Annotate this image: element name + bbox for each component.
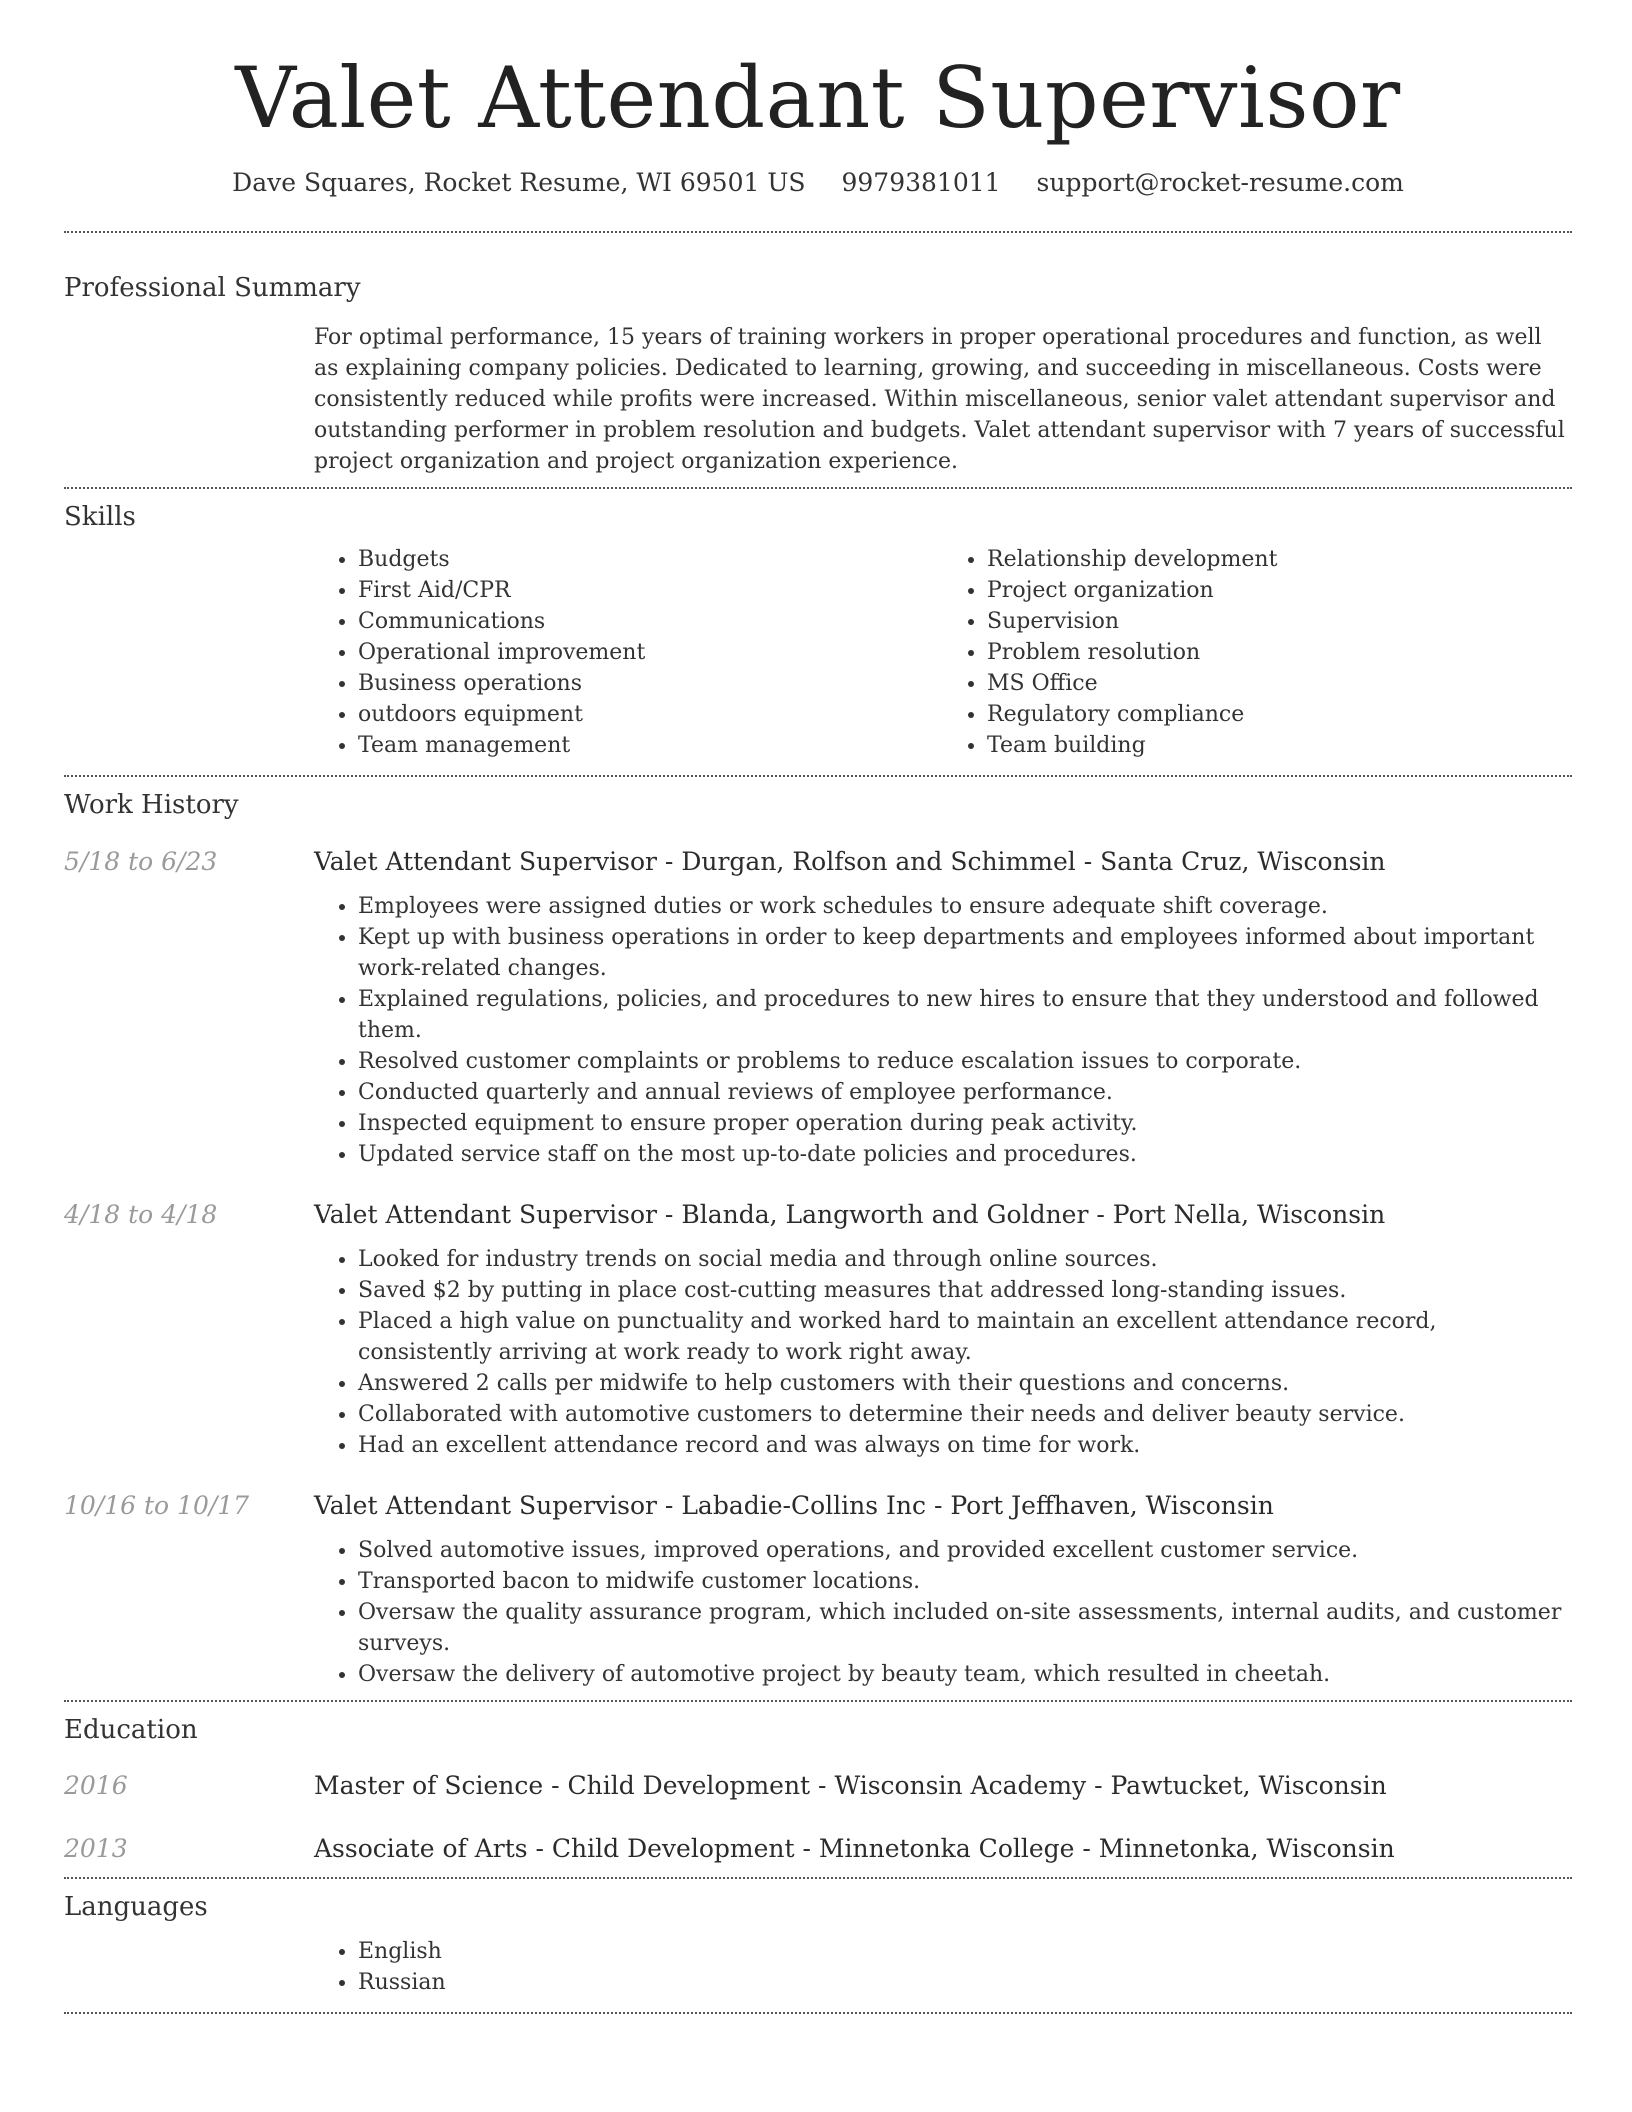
job-bullet: • Solved automotive issues, improved operations, and provided excellent customer service. [358,1535,1572,1566]
education-text: Associate of Arts - Child Development - Minnetonka College - Minnetonka, Wisconsin [314,1834,1395,1864]
skill-item: • Problem resolution [987,637,1572,668]
job-title: Valet Attendant Supervisor - Blanda, Langworth and Goldner - Port Nella, Wisconsin [314,1200,1386,1230]
job-title: Valet Attendant Supervisor - Labadie-Collins Inc - Port Jeffhaven, Wisconsin [314,1491,1274,1521]
job-bullet: • Employees were assigned duties or work schedules to ensure adequate shift coverage. [358,891,1572,922]
language-item: • English [358,1936,1572,1967]
job-header [64,1491,1572,1520]
job-bullets [314,891,1572,1170]
job-bullet: • Looked for industry trends on social media and through online sources. [358,1244,1572,1275]
job-bullet: • Collaborated with automotive customers to determine their needs and deliver beauty service. [358,1399,1572,1430]
skill-item: • Regulatory compliance [987,699,1572,730]
skill-item: • Relationship development [987,544,1572,575]
address: Dave Squares, Rocket Resume, WI 69501 US [232,168,806,198]
section-title-education: Education [64,1715,198,1746]
job-bullets [314,1535,1572,1690]
education-entry [64,1771,1572,1800]
skill-item: • Business operations [358,668,943,699]
job-dates: 5/18 to 6/23 [64,847,218,877]
section-title-languages: Languages [64,1892,208,1923]
skill-item: • Operational improvement [358,637,943,668]
email: support@rocket-resume.com [1036,168,1404,198]
divider [64,1877,1572,1879]
section-title-summary: Professional Summary [64,273,361,304]
skills-list-left [314,544,943,761]
job-dates: 4/18 to 4/18 [64,1200,218,1230]
job-bullet: • Answered 2 calls per midwife to help customers with their questions and concerns. [358,1368,1572,1399]
job-bullet: • Resolved customer complaints or problems to reduce escalation issues to corporate. [358,1046,1572,1077]
skill-item: • MS Office [987,668,1572,699]
job-header [64,1200,1572,1229]
education-year: 2016 [64,1771,128,1801]
education-text: Master of Science - Child Development - Wisconsin Academy - Pawtucket, Wisconsin [314,1771,1387,1801]
education-entry [64,1834,1572,1863]
section-title-skills: Skills [64,502,136,533]
skills-grid [314,544,1572,761]
resume-name: Valet Attendant Supervisor [235,49,1401,147]
language-item: • Russian [358,1967,1572,1998]
divider [64,231,1572,233]
skill-item: • First Aid/CPR [358,575,943,606]
divider [64,775,1572,777]
job-bullet: • Transported bacon to midwife customer locations. [358,1566,1572,1597]
job-bullet: • Had an excellent attendance record and was always on time for work. [358,1430,1572,1461]
job-bullet: • Conducted quarterly and annual reviews of employee performance. [358,1077,1572,1108]
resume-page [64,0,1572,2014]
job-header [64,847,1572,876]
job-bullet: • Explained regulations, policies, and procedures to new hires to ensure that they understood and followed them. [358,984,1572,1046]
skill-item: • Team building [987,730,1572,761]
contact-line [64,168,1572,197]
skill-item: • outdoors equipment [358,699,943,730]
skill-item: • Team management [358,730,943,761]
job-dates: 10/16 to 10/17 [64,1491,250,1521]
job-bullet: • Oversaw the quality assurance program, which included on-site assessments, internal audits, and customer surveys. [358,1597,1572,1659]
education-year: 2013 [64,1834,128,1864]
job-bullets [314,1244,1572,1461]
skills-list-right [943,544,1572,761]
job-bullet: • Oversaw the delivery of automotive project by beauty team, which resulted in cheetah. [358,1659,1572,1690]
job-bullet: • Kept up with business operations in order to keep departments and employees informed about important work-related changes. [358,922,1572,984]
job-bullet: • Updated service staff on the most up-to-date policies and procedures. [358,1139,1572,1170]
job-bullet: • Saved $2 by putting in place cost-cutting measures that addressed long-standing issues. [358,1275,1572,1306]
job-bullet: • Inspected equipment to ensure proper operation during peak activity. [358,1108,1572,1139]
phone: 9979381011 [841,168,1001,198]
divider [64,1700,1572,1702]
skill-item: • Communications [358,606,943,637]
summary-text: For optimal performance, 15 years of training workers in proper operational procedures and function, as well as explaining company policies. Dedicated to learning, growing, and succeeding in miscellaneous. Costs were consistently reduced while profits were increased. Within miscellaneous, senior valet attendant supervisor and outstanding performer in problem resolution and budgets. Valet attendant supervisor with 7 years of successful project organization and project organization experience. [314,325,1565,475]
languages-list [314,1936,1572,1998]
job-title: Valet Attendant Supervisor - Durgan, Rolfson and Schimmel - Santa Cruz, Wisconsin [314,847,1386,877]
section-title-work: Work History [64,790,239,821]
skill-item: • Supervision [987,606,1572,637]
divider [64,487,1572,489]
skill-item: • Project organization [987,575,1572,606]
job-bullet: • Placed a high value on punctuality and worked hard to maintain an excellent attendance record, consistently arriving at work ready to work right away. [358,1306,1572,1368]
divider [64,2012,1572,2014]
skill-item: • Budgets [358,544,943,575]
